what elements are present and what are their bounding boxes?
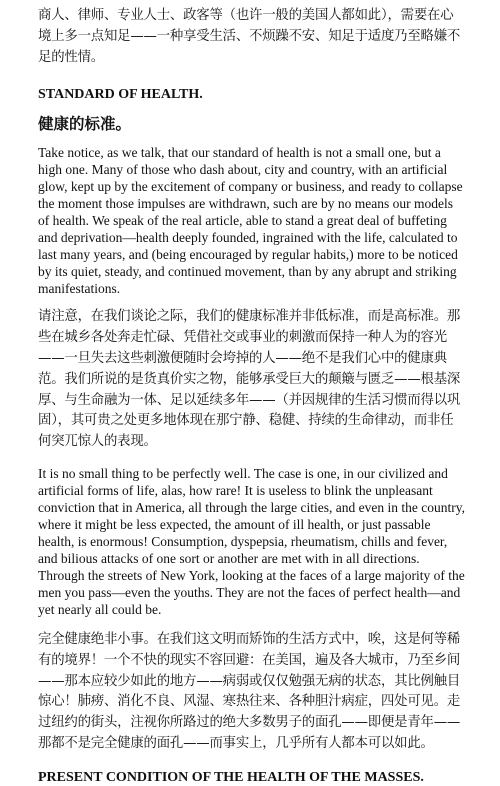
heading-present-condition: PRESENT CONDITION OF THE HEALTH OF THE MASSES. bbox=[38, 769, 424, 785]
paragraph-chinese-standard: 请注意，在我们谈论之际，我们的健康标准并非低标准，而是高标准。那些在城乡各处奔走忙碌、凭借社交或事业的刺激而保持一种人为的容光——一旦失去这些刺激便随时会垮掉的人——绝不是我们心中的健康典范。我们所说的是货真价实之物，能够承受巨大的颠簸与匮乏——根基深厚、与生命融为一体、足以延续多年——（并因规律的生活习惯而得以巩固），其可贵之处更多地体现在那宁静、稳健、持续的生命律动，而非任何突兀惊人的表现。 bbox=[38, 309, 461, 450]
paragraph-english-standard: Take notice, as we talk, that our standard of health is not a small one, but a high one. Many of those who dash about, city and country, with an artificial glow, kept up by the excitement of company or business, and ready to collapse the moment those impulses are withdrawn, such are by no means our models of health. We speak of the real article, able to stand a great deal of buffeting and deprivation—health deeply founded, ingrained with the life, calculated to last many years, and (being encouraged by regular habits,) more to be noticed by its quiet, steady, and continued movement, than by any abrupt and striking manifestations. bbox=[38, 145, 463, 297]
heading-standard-of-health: STANDARD OF HEALTH. bbox=[38, 87, 203, 103]
document-page bbox=[38, 6, 466, 786]
paragraph-chinese-perfectly-well: 完全健康绝非小事。在我们这文明而矫饰的生活方式中，唉，这是何等稀有的境界！一个不快的现实不容回避：在美国，遍及各大城市，乃至乡间——那本应较少如此的地方——病弱或仅仅勉强无病的状态，其比例触目惊心！肺痨、消化不良、风湿、寒热往来、各种胆汁病症，四处可见。走过纽约的街头，注视你所路过的绝大多数男子的面孔——即便是青年——那都不是完全健康的面孔——而事实上，几乎所有人都本可以如此。 bbox=[38, 631, 461, 751]
paragraph-chinese-intro: 商人、律师、专业人士、政客等（也许一般的美国人都如此），需要在心境上多一点知足——一种享受生活、不烦躁不安、知足于适度乃至略嫌不足的性情。 bbox=[38, 8, 461, 65]
paragraph-english-perfectly-well: It is no small thing to be perfectly well. The case is one, in our civilized and artificial forms of life, alas, how rare! It is useless to blink the unpleasant conviction that in America, all through the large cities, and even in the country, where it might be less expected, the amount of ill health, or just passable health, is enormous! Consumption, dyspepsia, rheumatism, chills and fever, and bilious attacks of one sort or another are met with in all directions. Through the streets of New York, looking at the faces of a large majority of the men you pass—even the youths. They are not the faces of perfect health—and yet nearly all could be. bbox=[38, 465, 465, 617]
heading-standard-of-health-chinese: 健康的标准。 bbox=[38, 115, 132, 134]
